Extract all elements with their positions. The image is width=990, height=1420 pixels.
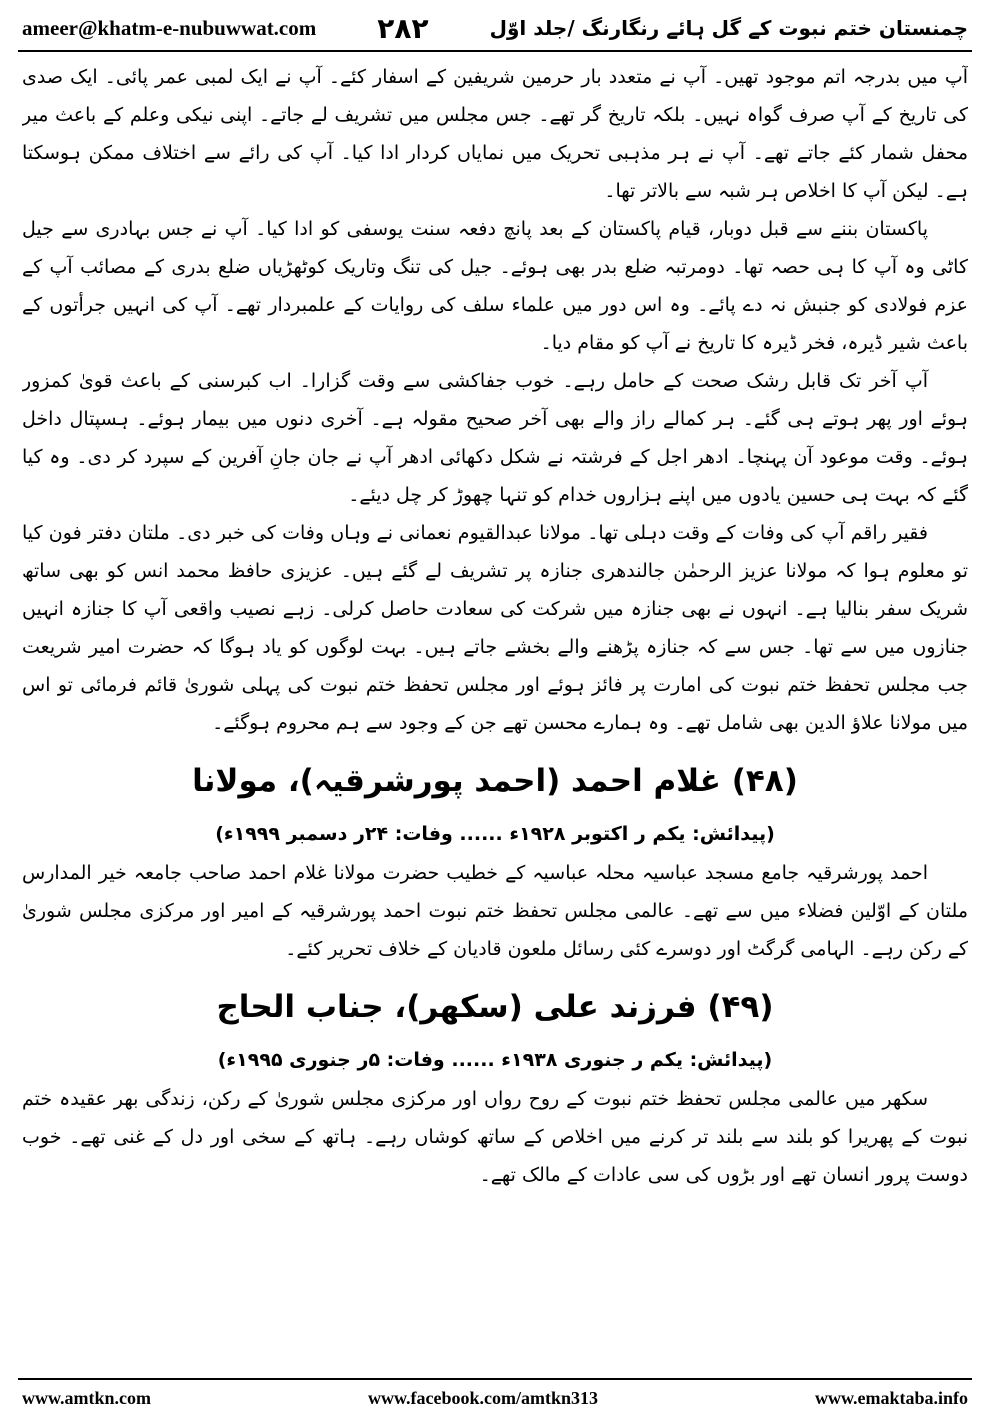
page-body [22, 58, 968, 1368]
book-title: چمنستان ختم نبوت کے گل ہائے رنگارنگ /جلد اوّل [489, 16, 968, 40]
section-heading-49: (۴۹) فرزند علی (سکھر)، جناب الحاج [216, 989, 774, 1025]
footer-link-emaktaba[interactable]: www.emaktaba.info [814, 1387, 968, 1408]
paragraph: پاکستان بننے سے قبل دوبار، قیام پاکستان کے بعد پانچ دفعہ سنت یوسفی کو ادا کیا۔ آپ نے جس بہادری سے جیل کاٹی وہ آپ کا ہی حصہ تھا۔ دومرتبہ ضلع بدر بھی ہوئے۔ جیل کی تنگ وتاریک کوٹھڑیاں ضلع بدری کے مصائب آپ کے عزم فولادی کو جنبش نہ دے پائے۔ وہ اس دور میں علماء سلف کی روایات کے علمبردار تھے۔ آپ کی انہیں جرأتوں کے باعث شیر ڈیرہ، فخر ڈیرہ کا تاریخ نے آپ کو مقام دیا۔ [22, 218, 968, 354]
footer-link-amtkn[interactable]: www.amtkn.com [22, 1387, 151, 1408]
footer-divider [18, 1378, 972, 1380]
footer-link-facebook[interactable]: www.facebook.com/amtkn313 [367, 1387, 598, 1408]
page-header [22, 10, 968, 46]
section-dates-49: (پیدائش: یکم ر جنوری ۱۹۳۸ء ...... وفات: ۵ر جنوری ۱۹۹۵ء) [217, 1049, 773, 1071]
paragraph: فقیر راقم آپ کی وفات کے وقت دہلی تھا۔ مولانا عبدالقیوم نعمانی نے وہاں وفات کی خبر دی۔ ملتان دفتر فون کیا تو معلوم ہوا کہ مولانا عزیز الرحمٰن جالندھری جنازہ پر تشریف لے گئے ہیں۔ عزیزی حافظ محمد انس کو بھی ساتھ شریک سفر بنالیا ہے۔ انہوں نے بھی جنازہ میں شرکت کی سعادت حاصل کرلی۔ زہے نصیب واقعی آپ کا جنازہ انہیں جنازوں میں سے تھا۔ جس سے کہ جنازہ پڑھنے والے بخشے جاتے ہیں۔ بہت لوگوں کو یاد ہوگا کہ حضرت امیر شریعت جب مجلس تحفظ ختم نبوت کی امارت پر فائز ہوئے اور مجلس تحفظ ختم نبوت کی پہلی شوریٰ قائم فرمائی تو اس میں مولانا علاؤ الدین بھی شامل تھے۔ وہ ہمارے محسن تھے جن کے وجود سے ہم محروم ہوگئے۔ [22, 522, 968, 734]
header-divider [18, 50, 972, 52]
page-footer [22, 1384, 968, 1412]
page-number: ۲۸۲ [377, 11, 429, 45]
paragraph: آپ میں بدرجہ اتم موجود تھیں۔ آپ نے متعدد بار حرمین شریفین کے اسفار کئے۔ آپ نے ایک لمبی عمر پائی۔ ایک صدی کی تاریخ کے آپ صرف گواہ نہیں۔ بلکہ تاریخ گر تھے۔ جس مجلس میں تشریف لے جاتے۔ اپنی نیکی وعلم کے باعث میر محفل شمار کئے جاتے تھے۔ آپ نے ہر مذہبی تحریک میں نمایاں کردار ادا کیا۔ آپ کی رائے سے اختلاف ممکن ہوسکتا ہے۔ لیکن آپ کا اخلاص ہر شبہ سے بالاتر تھا۔ [22, 66, 968, 202]
section-dates-48: (پیدائش: یکم ر اکتوبر ۱۹۲۸ء ...... وفات: ۲۴ر دسمبر ۱۹۹۹ء) [215, 823, 775, 845]
paragraph: احمد پورشرقیہ جامع مسجد عباسیہ محلہ عباسیہ کے خطیب حضرت مولانا غلام احمد صاحب جامعہ خیر المدارس ملتان کے اوّلین فضلاء میں سے تھے۔ عالمی مجلس تحفظ ختم نبوت احمد پورشرقیہ کے امیر اور مرکزی مجلس شوریٰ کے رکن رہے۔ الہامی گرگٹ اور دوسرے کئی رسائل ملعون قادیان کے خلاف تحریر کئے۔ [22, 862, 968, 960]
section-heading-48: (۴۸) غلام احمد (احمد پورشرقیہ)، مولانا [192, 763, 798, 799]
header-email: ameer@khatm-e-nubuwwat.com [22, 15, 317, 40]
paragraph: آپ آخر تک قابل رشک صحت کے حامل رہے۔ خوب جفاکشی سے وقت گزارا۔ اب کبرسنی کے باعث قویٰ کمزور ہوئے اور پھر ہوتے ہی گئے۔ ہر کمالے راز والے بھی آخر صحیح مقولہ ہے۔ آخری دنوں میں بیمار ہوئے۔ ہسپتال داخل ہوئے۔ وقت موعود آن پہنچا۔ ادھر اجل کے فرشتہ نے شکل دکھائی ادھر آپ نے جان جانِ آفرین کے سپرد کر دی۔ وہ کیا گئے کہ بہت ہی حسین یادوں میں اپنے ہزاروں خدام کو تنہا چھوڑ کر چل دیئے۔ [22, 370, 968, 506]
paragraph: سکھر میں عالمی مجلس تحفظ ختم نبوت کے روح رواں اور مرکزی مجلس شوریٰ کے رکن، زندگی بھر عقیدہ ختم نبوت کے پھریرا کو بلند سے بلند تر کرنے میں اخلاص کے ساتھ کوشاں رہے۔ ہاتھ کے سخی اور دل کے غنی تھے۔ خوب دوست پرور انسان تھے اور بڑوں کی سی عادات کے مالک تھے۔ [22, 1088, 968, 1186]
